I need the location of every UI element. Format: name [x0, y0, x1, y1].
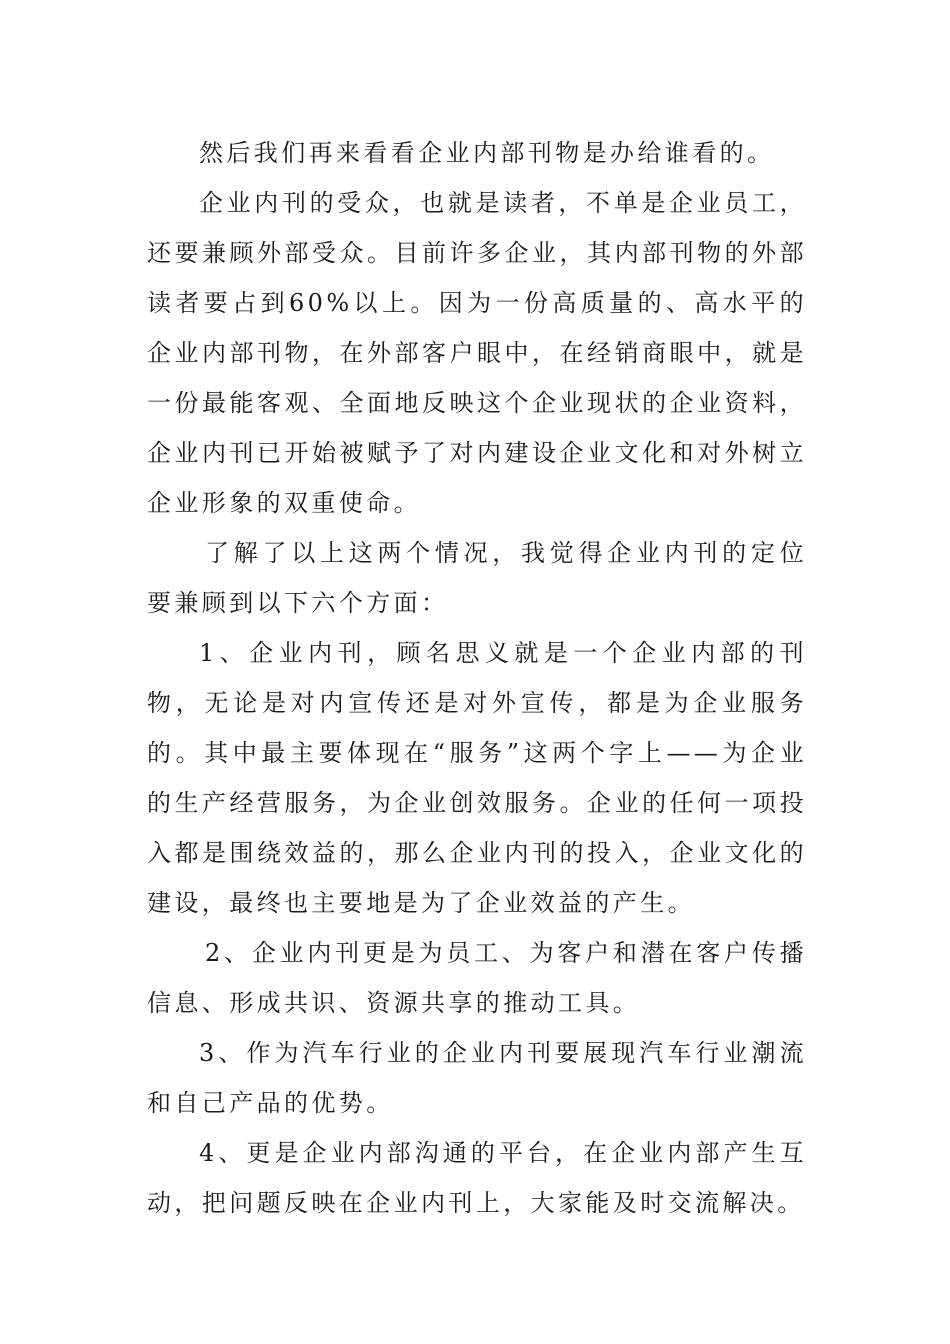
- paragraph-audience: 企业内刊的受众，也就是读者，不单是企业员工，还要兼顾外部受众。目前许多企业，其内部刊物的外部读者要占到60%以上。因为一份高质量的、高水平的企业内部刊物，在外部客户眼中，在经销商眼中，就是一份最能客观、全面地反映这个企业现状的企业资料，企业内刊已开始被赋予了对内建设企业文化和对外树立企业形象的双重使命。: [147, 189, 807, 517]
- paragraph-point-4: 4、更是企业内部沟通的平台，在企业内部产生互动，把问题反映在企业内刊上，大家能及时交流解决。: [147, 1139, 807, 1217]
- document-body: [147, 128, 807, 1228]
- paragraph-point-3: 3、作为汽车行业的企业内刊要展现汽车行业潮流和自己产品的优势。: [147, 1039, 807, 1117]
- paragraph-point-1: 1、企业内刊，顾名思义就是一个企业内部的刊物，无论是对内宣传还是对外宣传，都是为企业服务的。其中最主要体现在“服务”这两个字上——为企业的生产经营服务，为企业创效服务。企业的任何一项投入都是围绕效益的，那么企业内刊的投入，企业文化的建设，最终也主要地是为了企业效益的产生。: [147, 639, 807, 917]
- paragraph-point-2: 2、企业内刊更是为员工、为客户和潜在客户传播信息、形成共识、资源共享的推动工具。: [147, 939, 807, 1017]
- paragraph-positioning: 了解了以上这两个情况，我觉得企业内刊的定位要兼顾到以下六个方面：: [147, 539, 807, 617]
- paragraph-intro: 然后我们再来看看企业内部刊物是办给谁看的。: [199, 139, 775, 167]
